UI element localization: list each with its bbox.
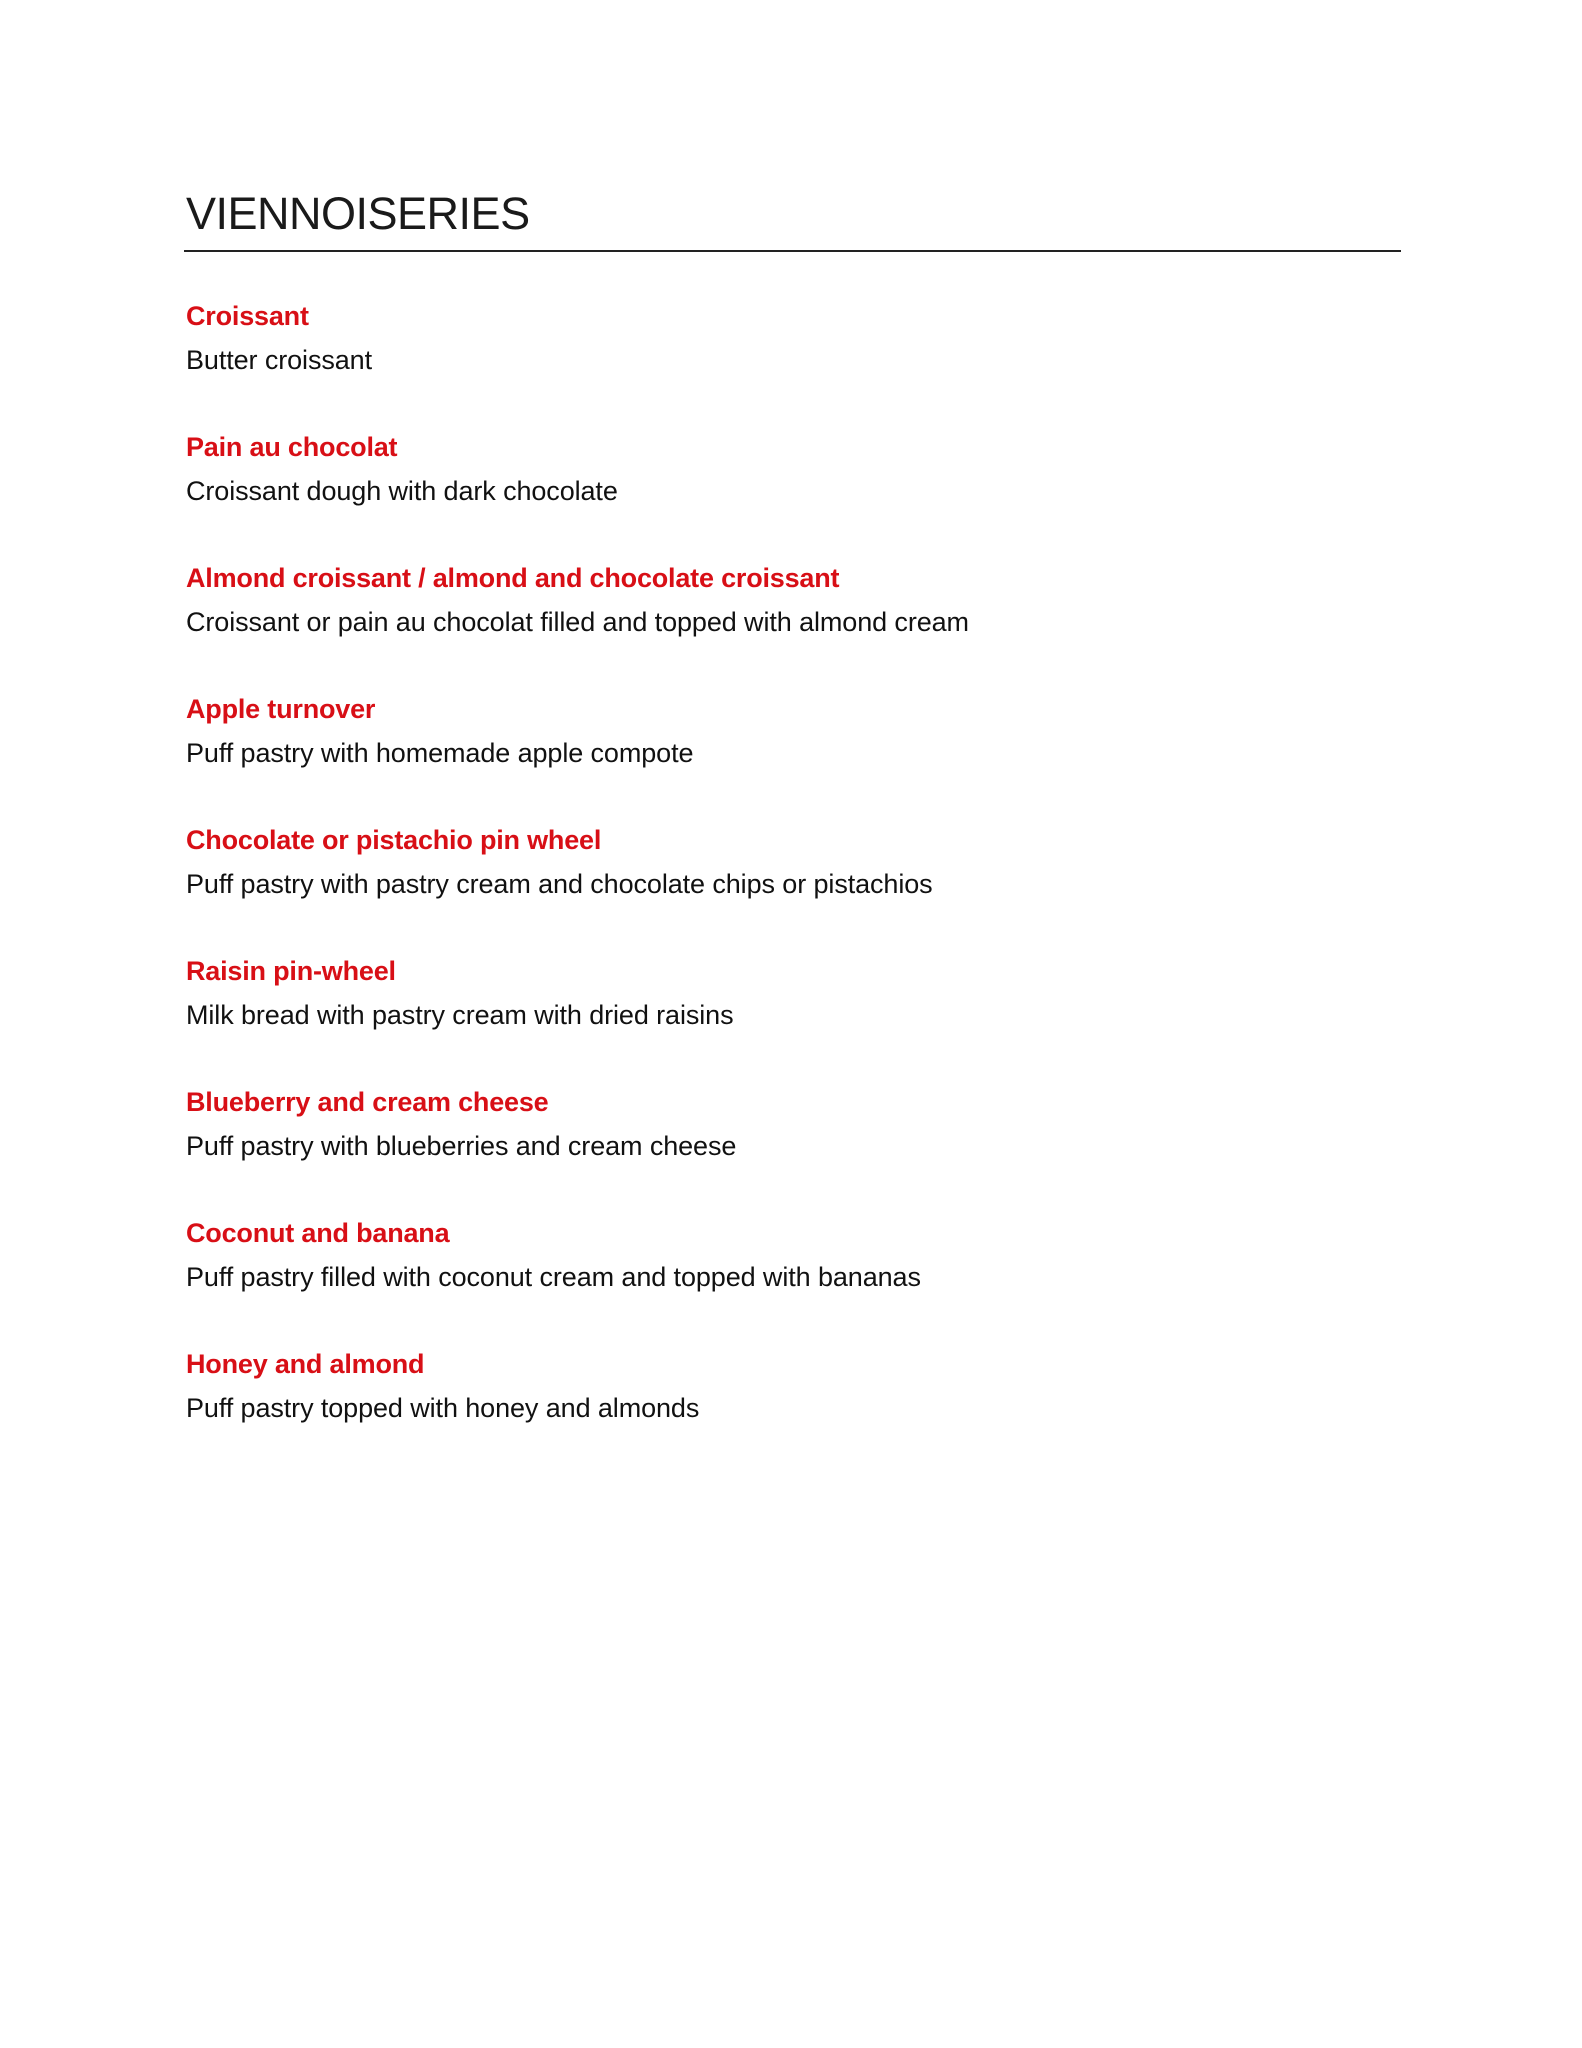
item-name: Croissant bbox=[186, 301, 309, 331]
section-header bbox=[184, 186, 1401, 252]
item-name: Blueberry and cream cheese bbox=[186, 1087, 549, 1117]
menu-item-raisin-pin-wheel bbox=[186, 953, 1386, 1084]
item-description: Milk bread with pastry cream with dried raisins bbox=[186, 1000, 734, 1030]
item-name: Honey and almond bbox=[186, 1349, 425, 1379]
menu-item-honey-almond bbox=[186, 1346, 1386, 1477]
item-description: Croissant dough with dark chocolate bbox=[186, 476, 618, 506]
item-description: Puff pastry with homemade apple compote bbox=[186, 738, 694, 768]
item-description: Puff pastry topped with honey and almonds bbox=[186, 1393, 700, 1423]
item-name: Coconut and banana bbox=[186, 1218, 450, 1248]
menu-item-apple-turnover bbox=[186, 691, 1386, 822]
page-title: VIENNOISERIES bbox=[186, 188, 530, 239]
menu-item-coconut-banana bbox=[186, 1215, 1386, 1346]
item-description: Croissant or pain au chocolat filled and topped with almond cream bbox=[186, 607, 969, 637]
menu-item-pain-au-chocolat bbox=[186, 429, 1386, 560]
item-name: Raisin pin-wheel bbox=[186, 956, 396, 986]
item-description: Puff pastry filled with coconut cream and topped with bananas bbox=[186, 1262, 921, 1292]
item-name: Apple turnover bbox=[186, 694, 376, 724]
menu-item-pin-wheel bbox=[186, 822, 1386, 953]
item-name: Almond croissant / almond and chocolate croissant bbox=[186, 563, 840, 593]
item-name: Pain au chocolat bbox=[186, 432, 398, 462]
menu-item-croissant bbox=[186, 298, 1386, 429]
item-description: Butter croissant bbox=[186, 345, 372, 375]
menu-item-blueberry-cream-cheese bbox=[186, 1084, 1386, 1215]
item-name: Chocolate or pistachio pin wheel bbox=[186, 825, 602, 855]
item-description: Puff pastry with blueberries and cream cheese bbox=[186, 1131, 737, 1161]
menu-list bbox=[186, 298, 1386, 1477]
item-description: Puff pastry with pastry cream and chocolate chips or pistachios bbox=[186, 869, 933, 899]
menu-item-almond-croissant bbox=[186, 560, 1386, 691]
title-divider bbox=[184, 250, 1401, 252]
